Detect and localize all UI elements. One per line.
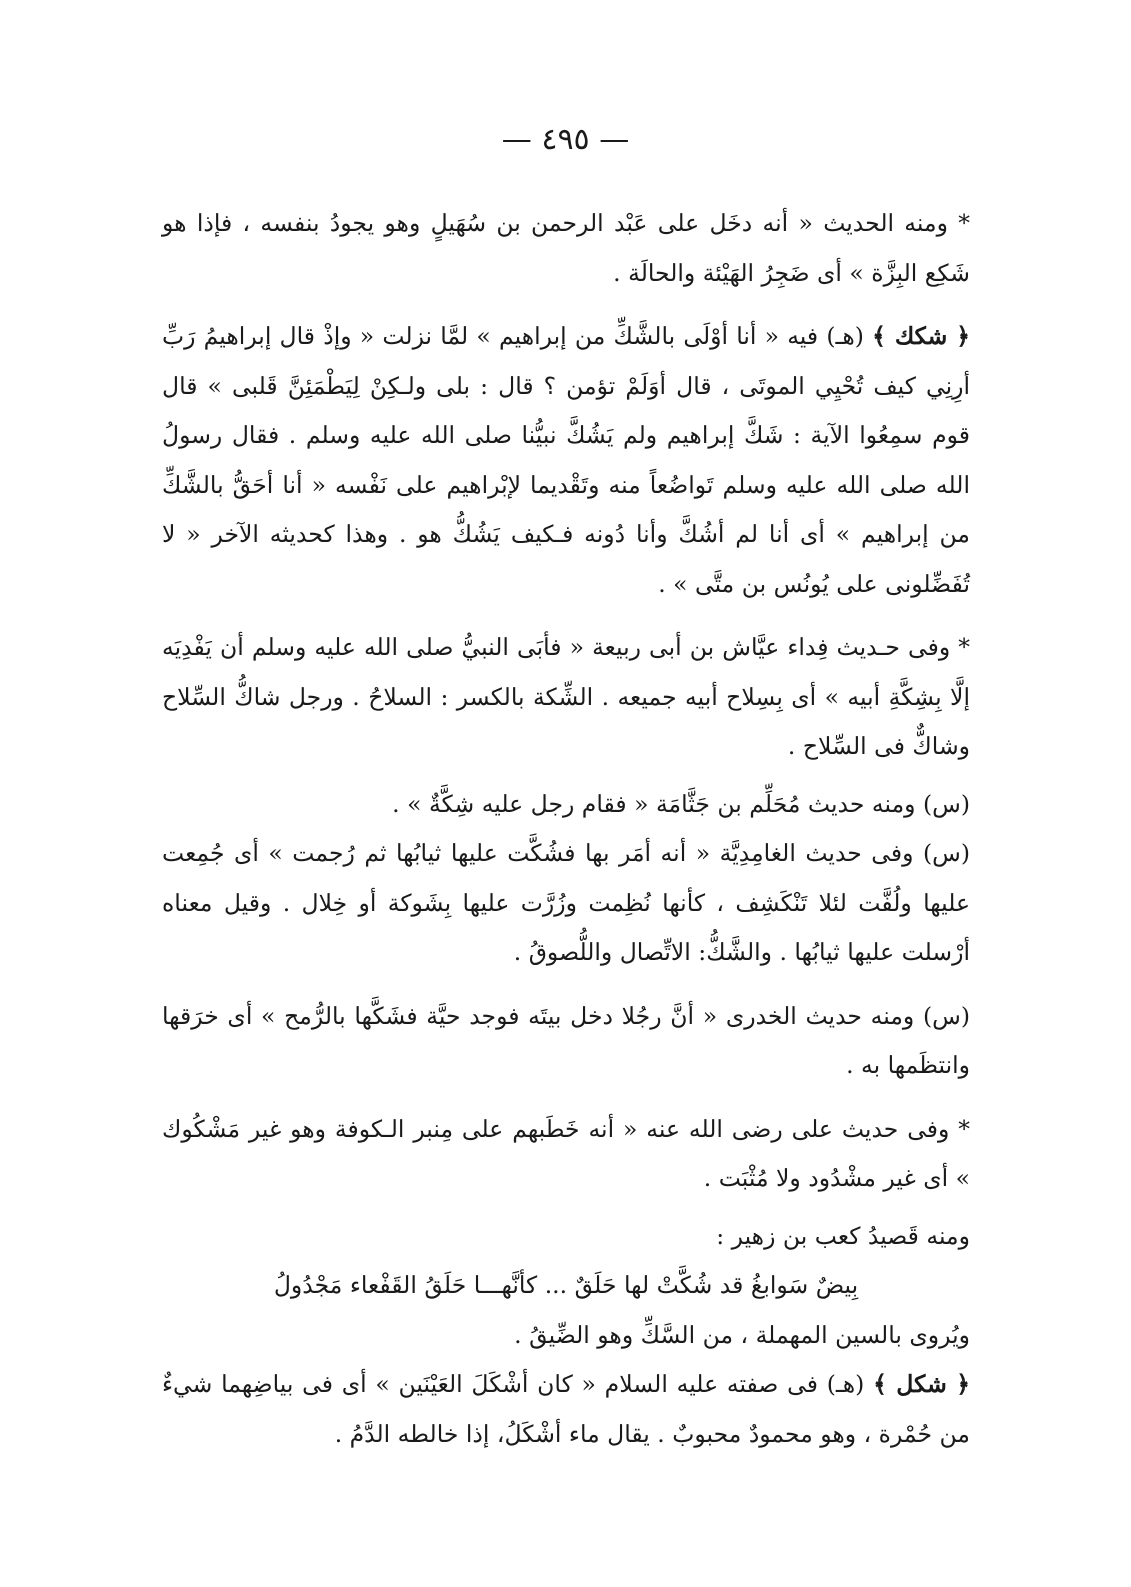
paragraph-ghamidiyya: (س) وفى حديث الغامِدِيَّة « أنه أمَر بها فشُكَّت عليها ثيابُها ثم رُجمت » أى جُمِعت عليها ولُفَّت لئلا تَنْكَشِف ، كأنها نُظِمت وزُرَّت عليها بِشَوكة أو خِلال . وقيل معناه أرْسلت عليها ثيابُها . والشَّكُّ: الاتِّصال واللُّصوقُ . xyxy=(162,839,970,966)
entry-text-shakk: (هـ) فيه « أنا أوْلَى بالشَّكِّ من إبراهيم » لمَّا نزلت « وإذْ قال إبراهيمُ رَبِّ أرِنِي كيف تُحْيِي الموتَى ، قال أوَلَمْ تؤمن ؟ قال : بلى ولـكِنْ لِيَطْمَئِنَّ قَلبى » قال قوم سمِعُوا الآية : شَكَّ إبراهيم ولم يَشُكَّ نبيُّنا صلى الله عليه وسلم . فقال رسولُ الله صلى الله عليه وسلم تَواضُعاً منه وتَقْديما لإبْراهيم على نَفْسه « أنا أحَقُّ بالشَّكِّ من إبراهيم » أى أنا لم أشُكَّ وأنا دُونه فـكيف يَشُكُّ هو . وهذا كحديثه الآخر « لا تُفَضِّلونى على يُونُس بن متَّى » . xyxy=(162,322,970,598)
paragraph-khudri: (س) ومنه حديث الخدرى « أنَّ رجُلا دخل بيتَه فوجد حيَّة فشَكَّها بالرُّمح » أى خرَقها وانتظَمها به . xyxy=(162,1001,970,1079)
paragraph-kaab: ومنه قَصيدُ كعب بن زهير : xyxy=(716,1221,970,1250)
entry-heading-shakl: ﴿ شكل ﴾ xyxy=(873,1370,970,1398)
entry-shakk xyxy=(162,312,970,609)
document-body xyxy=(162,199,970,1459)
paragraph-shikka: * وفى حـديث فِداء عيَّاش بن أبى ربيعة « فأبَى النبيُّ صلى الله عليه وسلم أن يَفْدِيَه إلَّا بِشِكَّةِ أبيه » أى بِسِلاح أبيه جميعه . الشِّكة بالكسر : السلاحُ . ورجل شاكُّ السِّلاح وشاكٌّ فى السِّلاح . xyxy=(162,633,970,760)
paragraph-sakk: ويُروى بالسين المهملة ، من السَّكِّ وهو الضِّيقُ . xyxy=(514,1320,970,1349)
page-number: — ٤٩٥ — xyxy=(501,122,630,157)
paragraph-ali: * وفى حديث على رضى الله عنه « أنه خَطَبهم على مِنبر الـكوفة وهو غير مَشْكُوك » أى غير مشْدُود ولا مُثْبَت . xyxy=(162,1114,970,1192)
entry-shakl xyxy=(162,1360,970,1459)
paragraph-muhallim: (س) ومنه حديث مُحَلِّم بن جَثَّامَة « فقام رجل عليه شِكَّةٌ » . xyxy=(392,789,970,818)
entry-text-shakl: (هـ) فى صفته عليه السلام « كان أشْكَلَ العَيْنَين » أى فى بياضِهما شيءٌ من حُمْرة ، وهو محمودٌ محبوبٌ . يقال ماء أشْكَلُ، إذا خالطه الدَّمُ . xyxy=(162,1370,970,1448)
poetry-verse: بِيضٌ سَوابغُ قد شُكَّتْ لها حَلَقٌ ... كأنَّهـــا حَلَقُ القَفْعاء مَجْدُولُ xyxy=(273,1271,859,1299)
paragraph-shakia: * ومنه الحديث « أنه دخَل على عَبْد الرحمن بن سُهَيلٍ وهو يجودُ بنفسه ، فإذا هو شَكِع البِزَّة » أى ضَجِرُ الهَيْئة والحالَة . xyxy=(162,209,970,287)
entry-heading-shakk: ﴿ شكك ﴾ xyxy=(872,322,970,350)
